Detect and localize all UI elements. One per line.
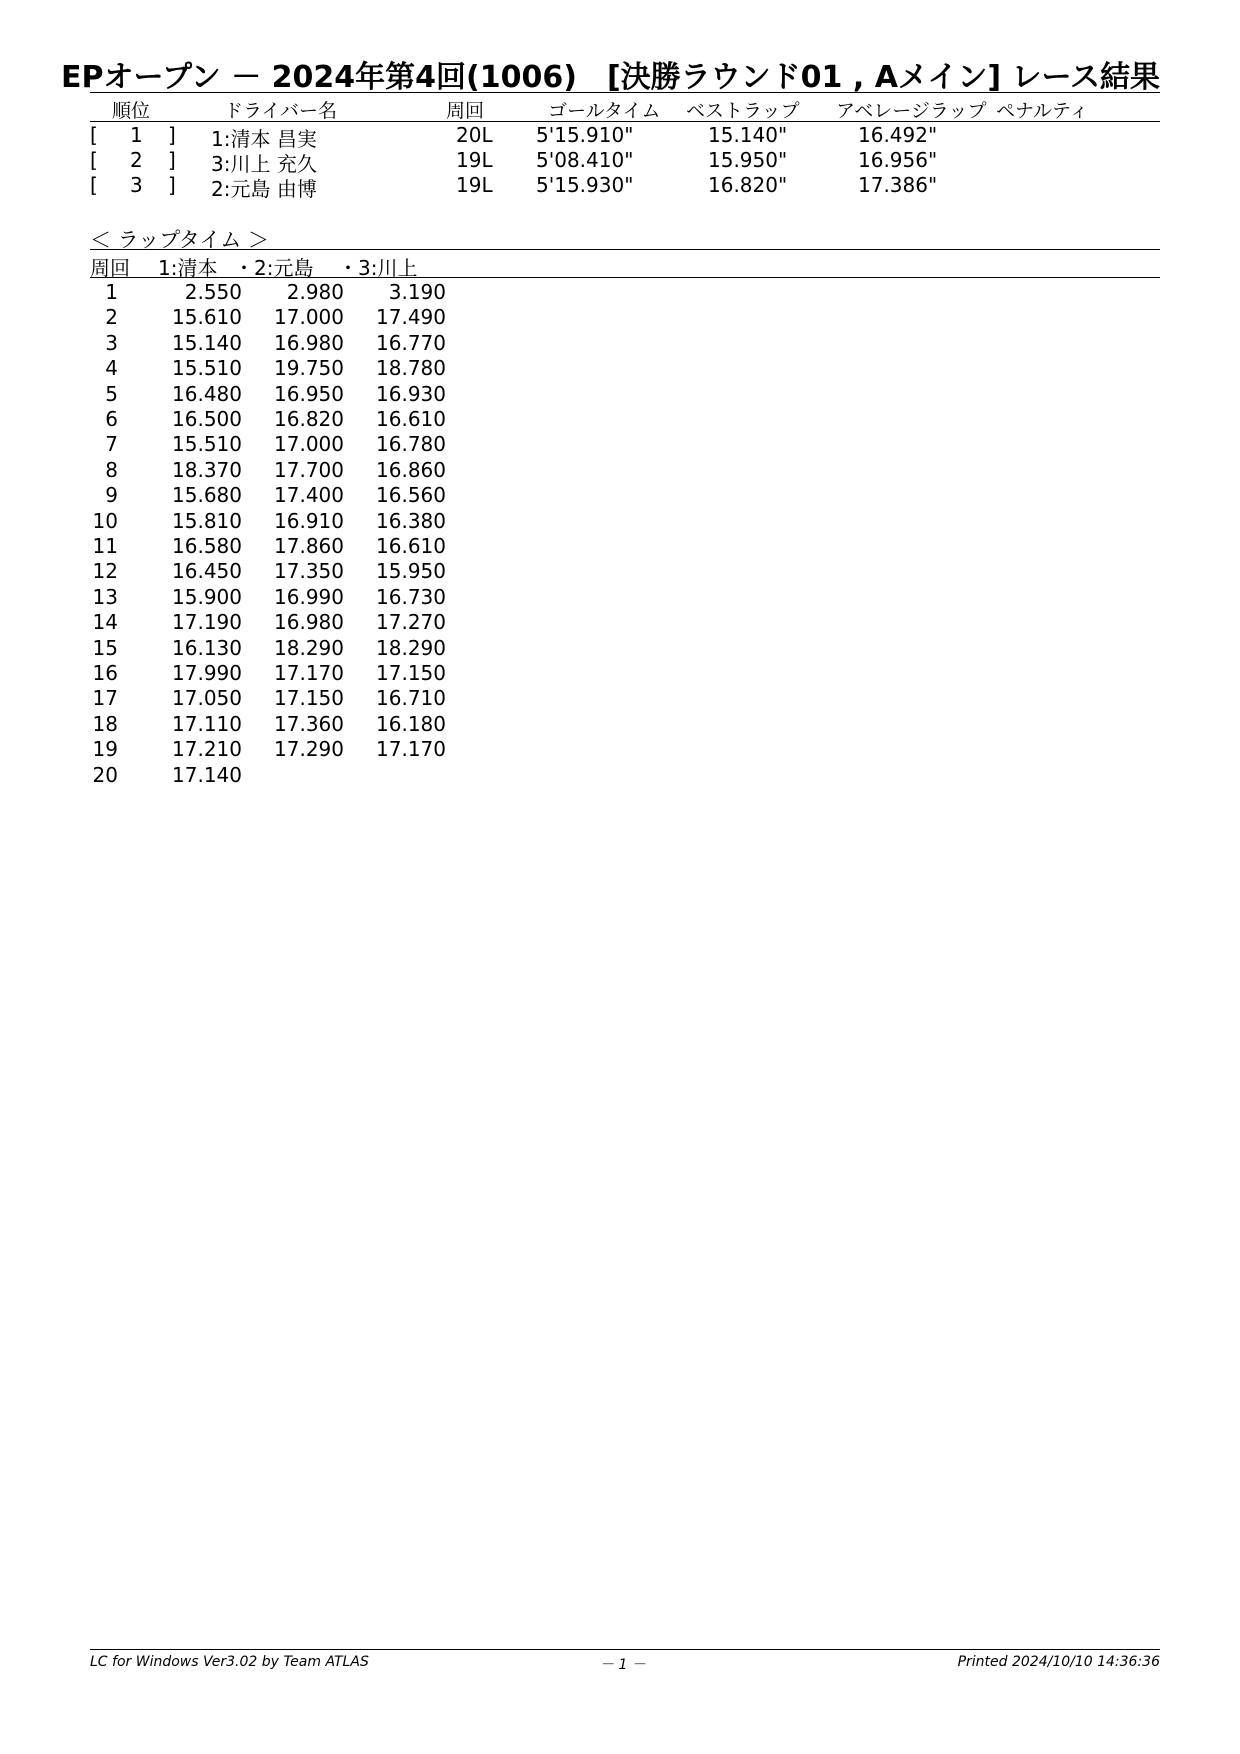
lap-time-driver-2: 16.980	[274, 610, 344, 635]
lap-time-driver-1: 17.050	[172, 686, 242, 711]
lap-number: 8	[105, 457, 118, 482]
lap-header-driver-1: 1:清本	[158, 256, 218, 280]
lap-row	[90, 331, 510, 356]
lap-time-driver-3: 17.150	[376, 661, 446, 685]
bracket-open: [	[90, 123, 98, 147]
lap-title-rule	[90, 249, 1160, 250]
lap-time-driver-2: 19.750	[274, 356, 344, 381]
lap-time-driver-2: 16.950	[274, 381, 344, 406]
result-row	[90, 123, 1160, 151]
lap-time-driver-3: 18.780	[376, 356, 446, 381]
lap-time-driver-1: 16.500	[172, 407, 242, 431]
lap-row	[90, 305, 510, 330]
lap-time-driver-3: 16.610	[376, 534, 446, 558]
lap-time-driver-2: 17.350	[274, 559, 344, 584]
lap-number: 12	[92, 559, 118, 584]
goal-time: 5'08.410"	[536, 148, 634, 172]
result-sheet	[61, 0, 1160, 1754]
page-number: － 1 －	[600, 1657, 646, 1673]
driver-name: 1:清本 昌実	[211, 127, 317, 151]
best-lap: 16.820"	[708, 173, 788, 197]
lap-time-driver-3: 16.610	[376, 407, 446, 431]
lap-number: 7	[105, 432, 118, 457]
lap-row	[90, 610, 510, 635]
header-best-lap: ベストラップ	[686, 100, 800, 122]
lap-number: 11	[92, 534, 118, 558]
footer-rule	[90, 1649, 1160, 1650]
lap-time-driver-1: 17.140	[172, 762, 242, 787]
best-lap: 15.140"	[708, 123, 788, 147]
lap-number: 2	[105, 305, 118, 330]
lap-number: 9	[105, 483, 118, 508]
lap-row	[90, 407, 510, 432]
lap-row	[90, 432, 510, 457]
lap-count: 19L	[456, 148, 493, 172]
lap-number: 5	[105, 381, 118, 406]
lap-number: 3	[105, 330, 118, 355]
lap-row	[90, 382, 510, 407]
lap-header-driver-2: ・2:元島	[234, 256, 314, 280]
header-rule	[90, 121, 1160, 122]
average-lap: 17.386"	[858, 173, 938, 197]
lap-time-driver-1: 16.480	[172, 381, 242, 406]
lap-row	[90, 534, 510, 559]
lap-time-driver-3: 16.860	[376, 457, 446, 482]
lap-time-driver-1: 15.810	[172, 508, 242, 533]
lap-time-driver-2: 17.000	[274, 432, 344, 457]
lap-time-driver-1: 17.990	[172, 661, 242, 685]
goal-time: 5'15.930"	[536, 173, 634, 197]
lap-count: 19L	[456, 173, 493, 197]
lap-time-driver-3: 17.270	[376, 610, 446, 635]
lap-time-driver-1: 15.610	[172, 305, 242, 330]
lap-time-driver-2: 17.290	[274, 737, 344, 762]
lap-time-driver-2: 16.910	[274, 508, 344, 533]
lap-number: 13	[92, 584, 118, 609]
rank: 2	[130, 148, 143, 172]
lap-number: 19	[92, 737, 118, 762]
lap-time-driver-1: 16.450	[172, 559, 242, 584]
lap-count: 20L	[456, 123, 493, 147]
lap-time-driver-3: 17.490	[376, 305, 446, 330]
lap-header-lap: 周回	[90, 256, 130, 280]
bracket-close: ]	[168, 148, 176, 172]
footer-printed: Printed 2024/10/10 14:36:36	[957, 1654, 1160, 1670]
header-penalty: ペナルティ	[996, 100, 1089, 122]
lap-header-driver-3: ・3:川上	[338, 256, 418, 280]
lap-number: 20	[92, 762, 118, 787]
lap-time-driver-2: 17.360	[274, 711, 344, 736]
lap-time-driver-3: 18.290	[376, 635, 446, 660]
lap-time-driver-3: 16.560	[376, 483, 446, 508]
lap-time-driver-3: 15.950	[376, 559, 446, 584]
bracket-open: [	[90, 173, 98, 197]
footer-left: LC for Windows Ver3.02 by Team ATLAS	[90, 1654, 369, 1670]
header-average-lap: アベレージラップ	[836, 100, 987, 122]
lap-time-driver-2: 2.980	[286, 280, 344, 304]
result-row	[90, 173, 1160, 201]
header-rank: 順位	[112, 100, 151, 122]
driver-name: 2:元島 由博	[211, 177, 317, 201]
bracket-close: ]	[168, 173, 176, 197]
lap-row	[90, 280, 510, 305]
header-driver: ドライバー名	[224, 100, 338, 122]
lap-number: 1	[105, 280, 118, 304]
lap-row	[90, 712, 510, 737]
bracket-close: ]	[168, 123, 176, 147]
lap-time-driver-1: 17.190	[172, 610, 242, 635]
lap-row	[90, 458, 510, 483]
lap-number: 4	[105, 356, 118, 381]
lap-time-driver-2: 16.820	[274, 407, 344, 431]
lap-number: 15	[92, 635, 118, 660]
lap-time-driver-1: 17.210	[172, 737, 242, 762]
lap-row	[90, 509, 510, 534]
lap-time-driver-3: 16.930	[376, 381, 446, 406]
lap-time-driver-3: 16.180	[376, 711, 446, 736]
lap-time-driver-3: 3.190	[388, 280, 446, 304]
lap-time-driver-2: 17.170	[274, 661, 344, 685]
lap-number: 18	[92, 711, 118, 736]
lap-time-driver-1: 17.110	[172, 711, 242, 736]
bracket-open: [	[90, 148, 98, 172]
lap-time-driver-1: 16.130	[172, 635, 242, 660]
lap-row	[90, 559, 510, 584]
lap-number: 10	[92, 508, 118, 533]
lap-time-driver-1: 16.580	[172, 534, 242, 558]
lap-time-driver-2: 17.860	[274, 534, 344, 558]
lap-time-driver-2: 17.000	[274, 305, 344, 330]
lap-time-driver-2: 17.700	[274, 457, 344, 482]
lap-row	[90, 636, 510, 661]
lap-number: 17	[92, 686, 118, 711]
lap-time-driver-3: 16.710	[376, 686, 446, 711]
lap-time-driver-1: 15.680	[172, 483, 242, 508]
lap-row	[90, 686, 510, 711]
lap-number: 16	[92, 661, 118, 685]
lap-time-driver-1: 2.550	[184, 280, 242, 304]
header-goal-time: ゴールタイム	[548, 100, 661, 122]
driver-name: 3:川上 充久	[211, 152, 317, 176]
average-lap: 16.492"	[858, 123, 938, 147]
lap-time-driver-3: 16.730	[376, 584, 446, 609]
lap-time-driver-1: 15.900	[172, 584, 242, 609]
average-lap: 16.956"	[858, 148, 938, 172]
lap-time-driver-2: 16.980	[274, 330, 344, 355]
lap-time-driver-2: 18.290	[274, 635, 344, 660]
lap-row	[90, 737, 510, 762]
lap-row	[90, 585, 510, 610]
goal-time: 5'15.910"	[536, 123, 634, 147]
best-lap: 15.950"	[708, 148, 788, 172]
rank: 1	[130, 123, 143, 147]
lap-number: 6	[105, 407, 118, 431]
lap-time-driver-2: 17.400	[274, 483, 344, 508]
lap-time-driver-2: 17.150	[274, 686, 344, 711]
lap-time-driver-2: 16.990	[274, 584, 344, 609]
lap-row	[90, 356, 510, 381]
lap-time-driver-3: 16.780	[376, 432, 446, 457]
result-row	[90, 148, 1160, 176]
title-rule	[90, 92, 1160, 93]
lap-time-driver-3: 16.380	[376, 508, 446, 533]
lap-time-driver-1: 15.140	[172, 330, 242, 355]
lap-time-driver-1: 15.510	[172, 432, 242, 457]
lap-row	[90, 661, 510, 686]
header-laps: 周回	[446, 100, 485, 122]
lap-time-driver-1: 18.370	[172, 457, 242, 482]
lap-time-driver-3: 17.170	[376, 737, 446, 762]
rank: 3	[130, 173, 143, 197]
page-title: EPオープン － 2024年第4回(1006) [決勝ラウンド01 , Aメイン] レース結果	[61, 60, 1160, 95]
lap-number: 14	[92, 610, 118, 635]
lap-row	[90, 483, 510, 508]
lap-row	[90, 763, 510, 788]
lap-section-title: ＜ ラップタイム ＞	[90, 228, 270, 252]
lap-time-driver-3: 16.770	[376, 330, 446, 355]
lap-time-driver-1: 15.510	[172, 356, 242, 381]
lap-header-rule	[90, 277, 1160, 278]
